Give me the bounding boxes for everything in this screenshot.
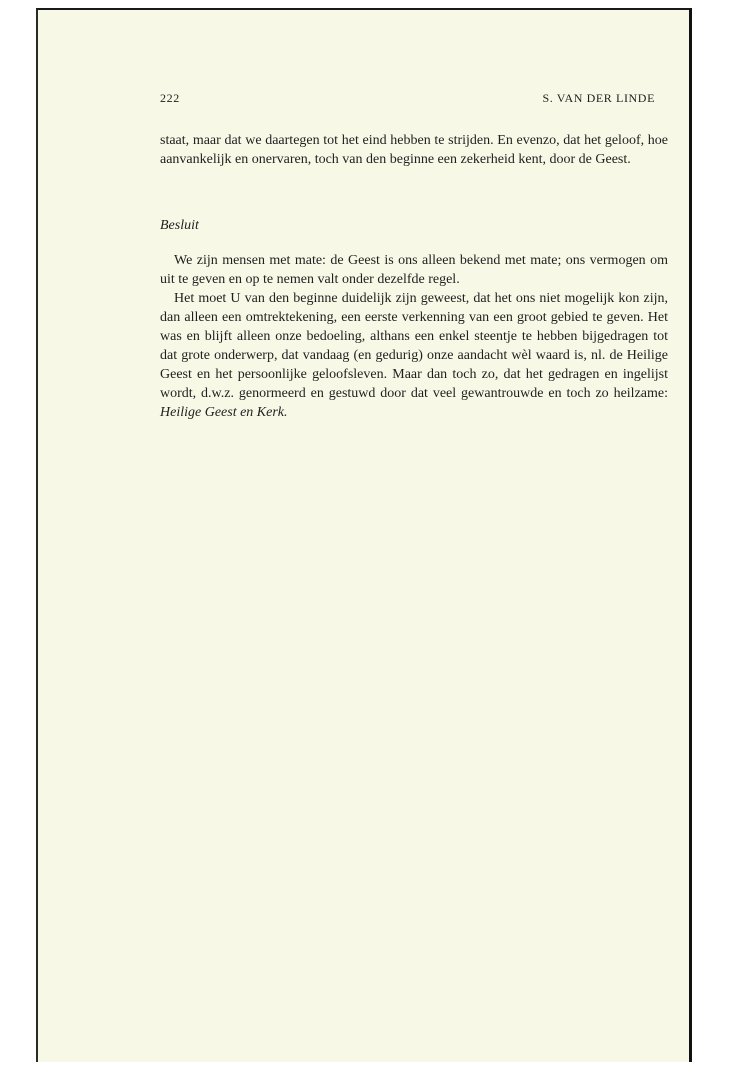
section-body [160, 251, 668, 422]
emphasized-text: Heilige Geest en Kerk. [160, 405, 288, 420]
paragraph-text: Het moet U van den beginne duidelijk zijn geweest, dat het ons niet mogelijk kon zijn, dan alleen een omtrektekening, een eerste verkenning van een groot gebied te geven. Het was en blijft alleen onze bedoeling, althans een enkel steentje te hebben bijgedragen tot dat grote onderwerp, dat vandaag (en gedurig) onze aandacht wèl waard is, nl. de Heilige Geest en het persoonlijke geloofsleven. Maar dan toch zo, dat het gedragen en ingelijst wordt, d.w.z. genormeerd en gestuwd door dat veel gewantrouwde en toch zo heilzame: [160, 291, 668, 401]
paragraph: We zijn mensen met mate: de Geest is ons alleen bekend met mate; ons vermogen om uit te geven en op te nemen valt onder dezelfde regel. [160, 253, 668, 287]
book-page [36, 8, 692, 1062]
paragraph [160, 289, 668, 422]
running-title: S. VAN DER LINDE [542, 91, 655, 105]
continued-paragraph: staat, maar dat we daartegen tot het eind hebben te strijden. En evenzo, dat het geloof, hoe aanvankelijk en onervaren, toch van den beginne een zekerheid kent, door de Geest. [160, 133, 668, 167]
section-heading: Besluit [160, 218, 199, 233]
page-header [160, 91, 655, 106]
page-number: 222 [160, 91, 180, 105]
